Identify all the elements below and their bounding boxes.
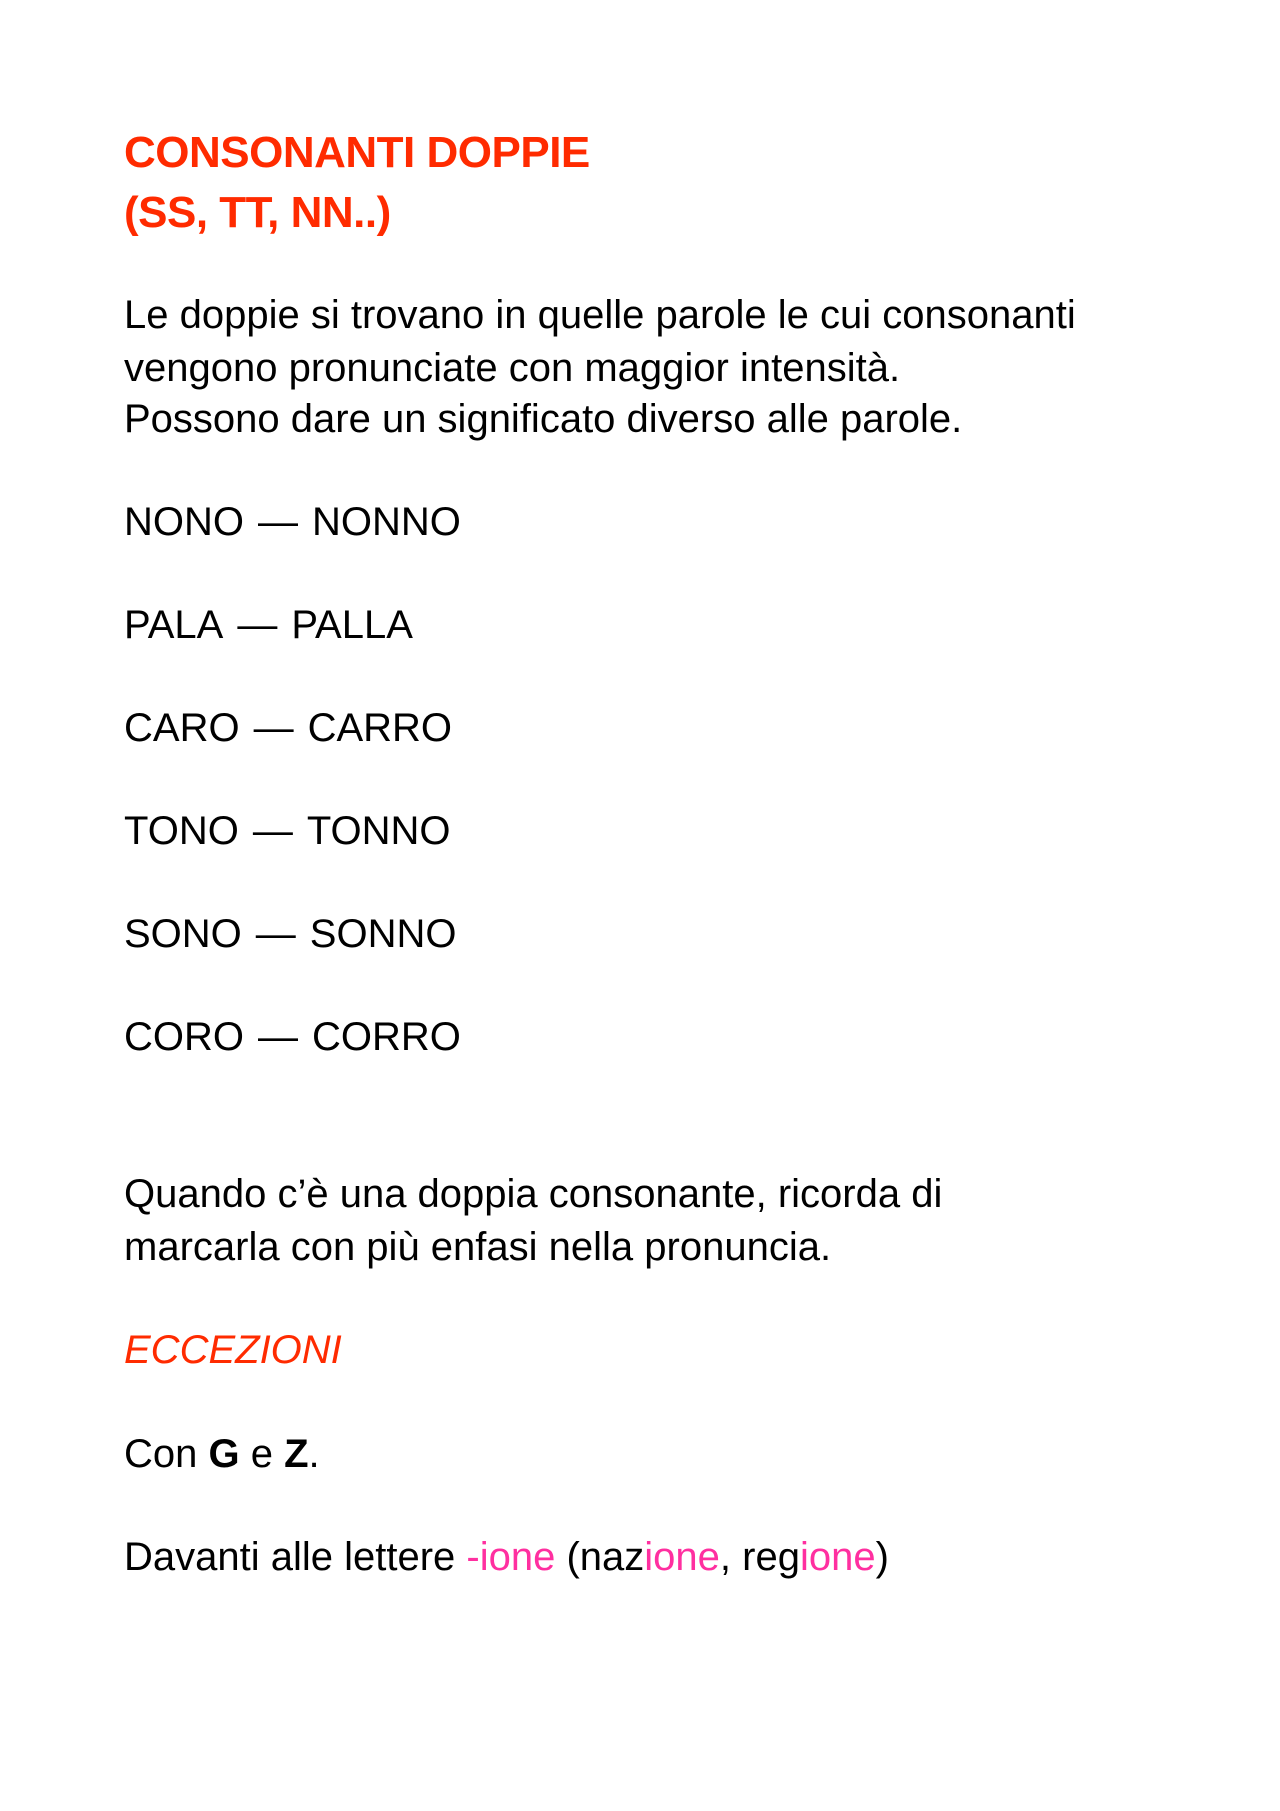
example-1-suffix: ione: [644, 1535, 720, 1579]
dash: —: [253, 706, 294, 750]
word-pair: [124, 502, 461, 542]
word-pair: [124, 708, 452, 748]
page-title: CONSONANTI DOPPIE: [124, 128, 590, 177]
note-line-2: marcarla con più enfasi nella pronuncia.: [124, 1225, 832, 1269]
note-line-1: Quando c’è una doppia consonante, ricorda di: [124, 1172, 943, 1216]
exceptions-title: ECCEZIONI: [124, 1328, 342, 1372]
example-1-stem: (naz: [555, 1535, 645, 1579]
example-2-stem: , reg: [719, 1535, 800, 1579]
dash: —: [237, 603, 278, 647]
ione-suffix: -ione: [466, 1535, 556, 1579]
example-2-suffix: ione: [799, 1535, 876, 1579]
word-single: NONO: [124, 500, 244, 544]
word-double: PALLA: [291, 603, 413, 647]
close-paren: ): [875, 1535, 889, 1579]
word-double: CARRO: [307, 706, 453, 750]
ione-prefix: Davanti alle lettere: [124, 1535, 467, 1579]
word-double: TONNO: [306, 809, 451, 853]
word-single: CARO: [124, 706, 240, 750]
exception-gz: [124, 1434, 320, 1474]
dash: —: [255, 912, 296, 956]
word-pair: [124, 1017, 461, 1057]
dash: —: [258, 500, 298, 544]
word-double: CORRO: [312, 1015, 461, 1059]
intro-line-3: Possono dare un significato diverso alle parole.: [124, 397, 963, 441]
word-single: CORO: [124, 1015, 244, 1059]
gz-period: .: [308, 1432, 320, 1476]
letter-z: Z: [284, 1432, 309, 1476]
dash: —: [258, 1015, 298, 1059]
word-pair: [124, 605, 413, 645]
word-single: PALA: [124, 603, 224, 647]
word-pair: [124, 811, 451, 851]
intro-line-2: vengono pronunciate con maggior intensità.: [124, 346, 901, 390]
word-single: TONO: [124, 809, 239, 853]
word-single: SONO: [124, 912, 242, 956]
word-double: SONNO: [309, 912, 457, 956]
page-subtitle: (SS, TT, NN..): [124, 188, 391, 237]
dash: —: [252, 809, 293, 853]
word-double: NONNO: [312, 500, 461, 544]
gz-connector: e: [239, 1432, 285, 1476]
intro-line-1: Le doppie si trovano in quelle parole le cui consonanti: [124, 293, 1076, 337]
letter-g: G: [208, 1432, 240, 1476]
gz-prefix: Con: [124, 1432, 209, 1476]
word-pair: [124, 914, 456, 954]
exception-ione: [124, 1537, 889, 1577]
